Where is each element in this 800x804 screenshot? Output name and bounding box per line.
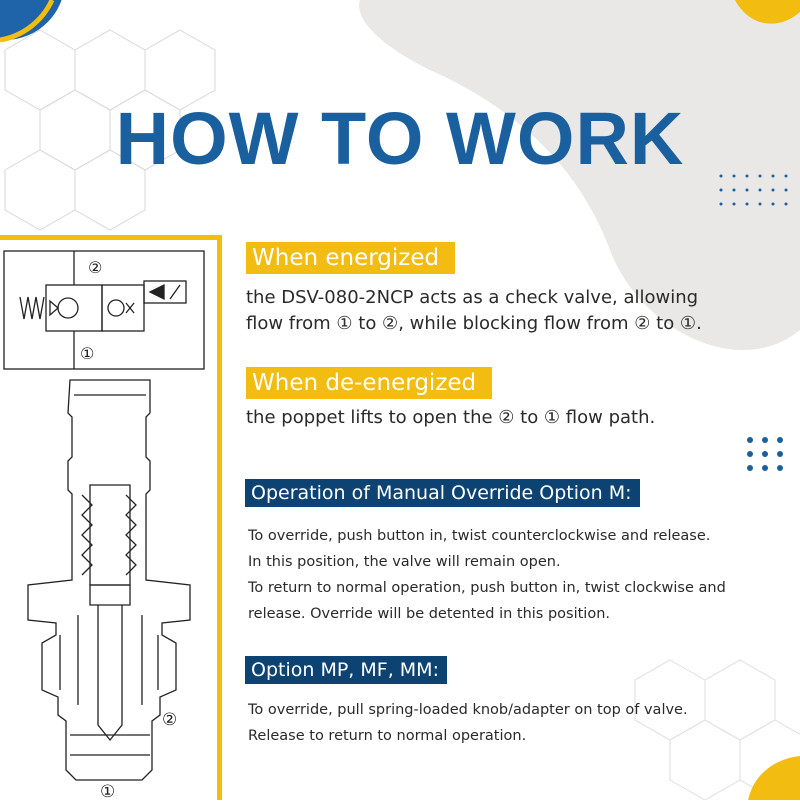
manual-override-line-2: In this position, the valve will remain open. bbox=[248, 554, 561, 570]
deenergized-text bbox=[246, 405, 655, 431]
energized-text bbox=[246, 285, 702, 337]
port2-label: ② bbox=[88, 258, 103, 277]
deenergized-line-1: the poppet lifts to open the ② to ① flow path. bbox=[246, 407, 656, 428]
corner-shape-bottom-right bbox=[748, 756, 800, 800]
energized-line-1: the DSV-080-2NCP acts as a check valve, allowing bbox=[246, 287, 699, 308]
hydraulic-symbol bbox=[4, 251, 204, 369]
option-mp-line-2: Release to return to normal operation. bbox=[248, 728, 527, 744]
cutaway-port2-label: ② bbox=[162, 710, 178, 730]
valve-drawing bbox=[0, 235, 222, 800]
port1-label: ① bbox=[80, 344, 95, 363]
option-mp-text bbox=[248, 697, 688, 749]
dot-pattern-right bbox=[747, 437, 783, 471]
heading-when-deenergized: When de-energized bbox=[246, 367, 492, 399]
heading-when-energized: When energized bbox=[246, 242, 455, 274]
heading-manual-override: Operation of Manual Override Option M: bbox=[245, 479, 640, 507]
energized-line-2: flow from ① to ②, while blocking flow from ② to ①. bbox=[246, 313, 702, 334]
valve-diagram bbox=[0, 235, 222, 800]
manual-override-line-4: release. Override will be detented in this position. bbox=[248, 606, 611, 622]
heading-option-mp: Option MP, MF, MM: bbox=[245, 656, 447, 684]
manual-override-line-1: To override, push button in, twist counterclockwise and release. bbox=[248, 528, 711, 544]
option-mp-line-1: To override, pull spring-loaded knob/adapter on top of valve. bbox=[248, 702, 688, 718]
manual-override-line-3: To return to normal operation, push button in, twist clockwise and bbox=[248, 580, 726, 596]
cutaway-port1-label: ① bbox=[100, 782, 116, 800]
page-title: HOW TO WORK bbox=[115, 97, 685, 180]
manual-override-text bbox=[248, 523, 726, 627]
